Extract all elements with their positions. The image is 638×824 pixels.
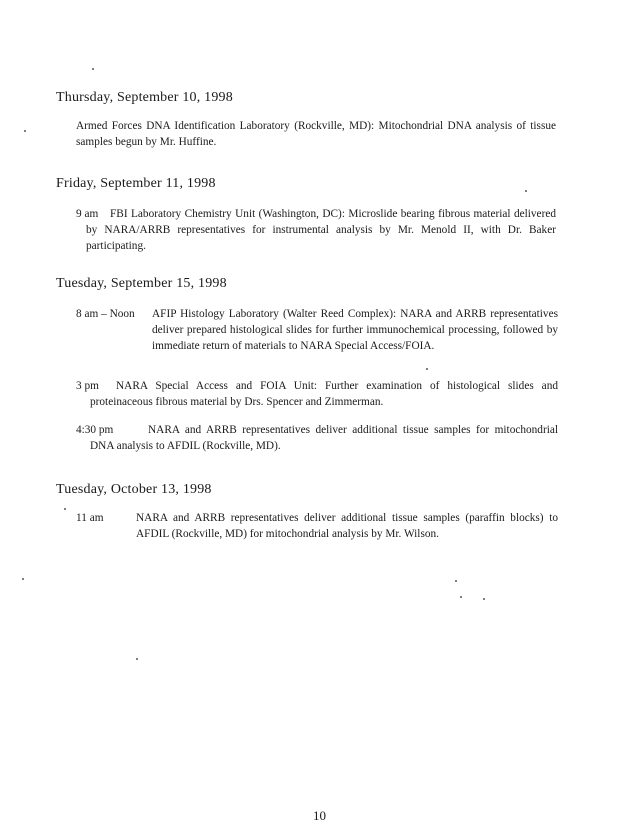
scan-speck bbox=[426, 368, 428, 370]
scan-speck bbox=[22, 578, 24, 580]
entry-time: 9 am bbox=[76, 208, 99, 220]
scan-speck bbox=[64, 508, 66, 510]
scan-speck bbox=[525, 190, 527, 192]
entry-text: AFIP Histology Laboratory (Walter Reed Complex): NARA and ARRB representatives deliver prepared histological slides for further immunochemical processing, followed by immediate return of materials to NARA Special Access/FOIA. bbox=[152, 308, 558, 352]
date-heading: Tuesday, September 15, 1998 bbox=[56, 276, 227, 291]
entry-text: FBI Laboratory Chemistry Unit (Washington, DC): Microslide bearing fibrous material delivered by NARA/ARRB representatives for instrumental analysis by Mr. Menold II, with Dr. Baker participating. bbox=[86, 208, 556, 252]
date-heading: Friday, September 11, 1998 bbox=[56, 176, 216, 191]
entry-time: 8 am – Noon bbox=[76, 308, 135, 320]
entry-text: NARA and ARRB representatives deliver additional tissue samples for mitochondrial DNA analysis to AFDIL (Rockville, MD). bbox=[90, 424, 558, 452]
scan-speck bbox=[460, 596, 462, 598]
entry-time: 4:30 pm bbox=[76, 424, 114, 436]
entry-time: 3 pm bbox=[76, 380, 99, 392]
entry-time: 11 am bbox=[76, 512, 104, 524]
scan-speck bbox=[455, 580, 457, 582]
scan-speck bbox=[24, 130, 26, 132]
scan-speck bbox=[136, 658, 138, 660]
entry-text: NARA Special Access and FOIA Unit: Further examination of histological slides and proteinaceous fibrous material by Drs. Spencer and Zimmerman. bbox=[90, 380, 558, 408]
page-number: 10 bbox=[313, 808, 326, 823]
entry-text: Armed Forces DNA Identification Laboratory (Rockville, MD): Mitochondrial DNA analysis of tissue samples begun by Mr. Huffine. bbox=[76, 120, 556, 148]
entry-text: NARA and ARRB representatives deliver additional tissue samples (paraffin blocks) to AFDIL (Rockville, MD) for mitochondrial analysis by Mr. Wilson. bbox=[136, 512, 558, 540]
scan-speck bbox=[92, 68, 94, 70]
scan-speck bbox=[483, 598, 485, 600]
date-heading: Thursday, September 10, 1998 bbox=[56, 90, 233, 105]
date-heading: Tuesday, October 13, 1998 bbox=[56, 482, 212, 497]
